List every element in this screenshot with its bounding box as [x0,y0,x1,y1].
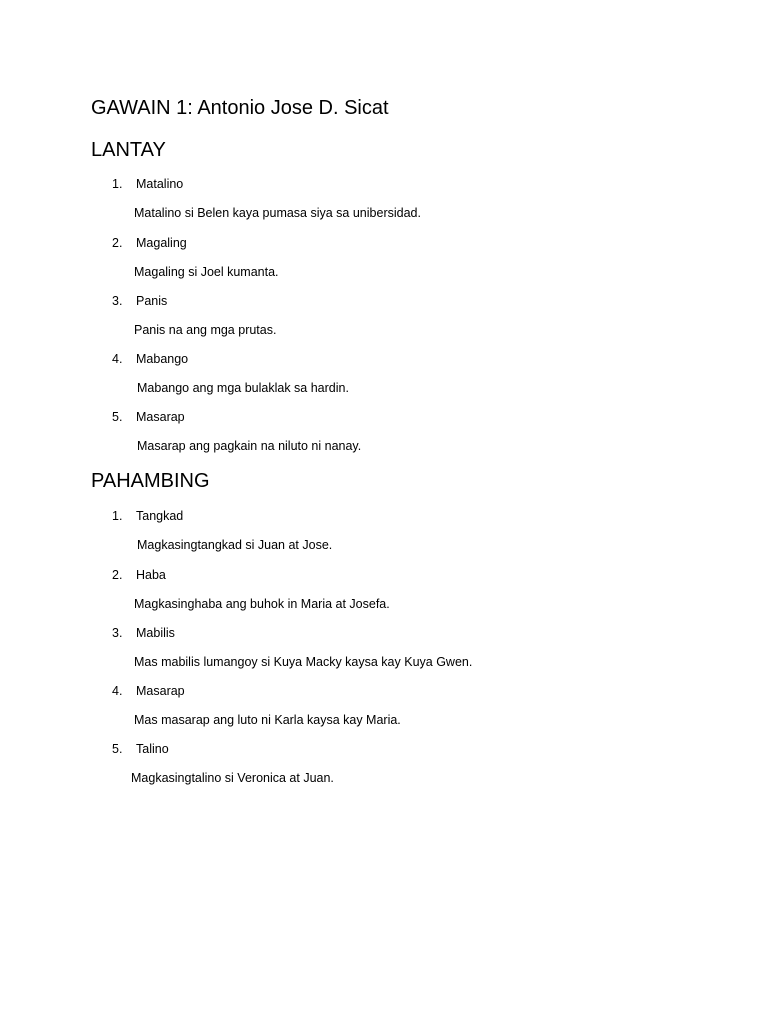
section-heading-lantay: LANTAY [91,139,166,161]
list-item-sentence: Mas masarap ang luto ni Karla kaysa kay Maria. [134,713,401,727]
list-item-number: 5. [112,742,123,756]
list-item-sentence: Masarap ang pagkain na niluto ni nanay. [137,439,362,453]
list-item-word: Haba [136,568,166,582]
list-item-number: 1. [112,509,123,523]
list-item-word: Magaling [136,236,187,250]
list-item-number: 3. [112,626,123,640]
list-item-sentence: Magaling si Joel kumanta. [134,265,279,279]
list-item-word: Mabango [136,352,189,366]
list-item-sentence: Mas mabilis lumangoy si Kuya Macky kaysa kay Kuya Gwen. [134,655,473,669]
list-item-word: Masarap [136,684,185,698]
list-item-number: 4. [112,684,123,698]
list-item-number: 2. [112,568,123,582]
list-item-number: 5. [112,410,123,424]
document-title: GAWAIN 1: Antonio Jose D. Sicat [91,97,389,119]
list-item-number: 2. [112,236,123,250]
section-heading-pahambing: PAHAMBING [91,470,210,492]
list-item-number: 4. [112,352,123,366]
list-item-sentence: Magkasingtalino si Veronica at Juan. [131,771,334,785]
list-item-word: Talino [136,742,169,756]
list-item-word: Matalino [136,177,184,191]
list-item-word: Masarap [136,410,185,424]
list-item-sentence: Panis na ang mga prutas. [134,323,277,337]
list-item-sentence: Magkasingtangkad si Juan at Jose. [137,538,333,552]
list-item-word: Mabilis [136,626,175,640]
list-item-number: 3. [112,294,123,308]
list-item-sentence: Magkasinghaba ang buhok in Maria at Josefa. [134,597,390,611]
list-item-word: Tangkad [136,509,184,523]
list-item-sentence: Matalino si Belen kaya pumasa siya sa unibersidad. [134,206,421,220]
list-item-number: 1. [112,177,123,191]
list-item-sentence: Mabango ang mga bulaklak sa hardin. [137,381,349,395]
list-item-word: Panis [136,294,168,308]
